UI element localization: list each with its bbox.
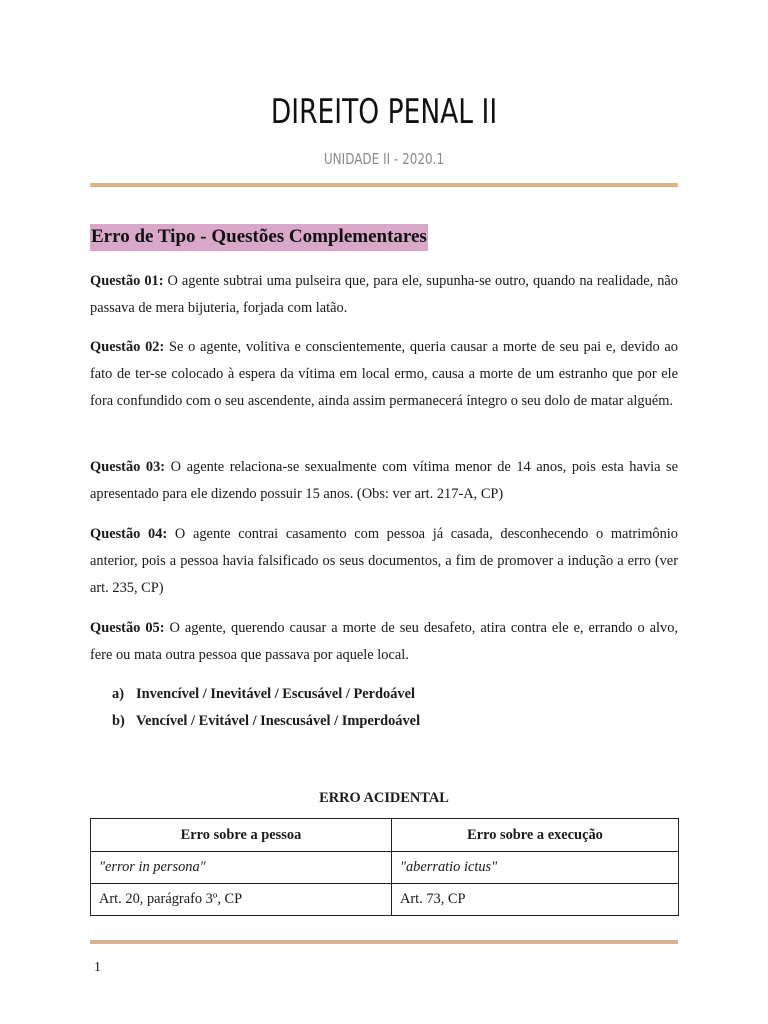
option-text: Invencível / Inevitável / Escusável / Perdoável bbox=[136, 686, 415, 702]
table-cell: Art. 73, CP bbox=[391, 884, 678, 916]
question-2 bbox=[90, 334, 678, 415]
page-number: 1 bbox=[94, 960, 101, 975]
page-subtitle: UNIDADE II - 2020.1 bbox=[323, 150, 445, 168]
question-text: O agente, querendo causar a morte de seu desafeto, atira contra ele e, errando o alvo, fere ou mata outra pessoa que passava por aquele local. bbox=[90, 620, 678, 663]
question-label: Questão 05: bbox=[90, 620, 165, 636]
option-b bbox=[112, 708, 420, 735]
question-4 bbox=[90, 521, 678, 602]
table-row bbox=[91, 884, 679, 916]
page-title: DIREITO PENAL II bbox=[270, 92, 498, 132]
table-cell: Art. 20, parágrafo 3º, CP bbox=[91, 884, 392, 916]
question-text: O agente relaciona-se sexualmente com vítima menor de 14 anos, pois esta havia se apresentado para ele dizendo possuir 15 anos. (Obs: ver art. 217-A, CP) bbox=[90, 459, 678, 502]
question-3 bbox=[90, 454, 678, 508]
option-marker: b) bbox=[112, 713, 125, 729]
bottom-divider bbox=[90, 940, 678, 944]
erro-acidental-table bbox=[90, 818, 679, 916]
option-a bbox=[112, 681, 420, 708]
option-marker: a) bbox=[112, 686, 124, 702]
option-text: Vencível / Evitável / Inescusável / Imperdoável bbox=[136, 713, 421, 729]
question-text: Se o agente, volitiva e conscientemente, queria causar a morte de seu pai e, devido ao fato de ter-se colocado à espera da vítima em local ermo, causa a morte de um estranho que por ele fora confundido com o seu ascendente, ainda assim permanecerá íntegro o seu dolo de matar alguém. bbox=[90, 339, 678, 409]
table-cell: "aberratio ictus" bbox=[391, 852, 678, 884]
table-title: ERRO ACIDENTAL bbox=[319, 790, 449, 806]
question-text: O agente contrai casamento com pessoa já casada, desconhecendo o matrimônio anterior, pois a pessoa havia falsificado os seus documentos, a fim de promover a indução a erro (ver art. 235, CP) bbox=[90, 526, 678, 596]
table-header-cell: Erro sobre a pessoa bbox=[91, 819, 392, 852]
question-label: Questão 04: bbox=[90, 526, 168, 542]
table-header-cell: Erro sobre a execução bbox=[391, 819, 678, 852]
question-label: Questão 02: bbox=[90, 339, 165, 355]
table-row bbox=[91, 852, 679, 884]
question-1 bbox=[90, 268, 678, 322]
question-label: Questão 01: bbox=[90, 273, 164, 289]
table-cell: "error in persona" bbox=[91, 852, 392, 884]
question-label: Questão 03: bbox=[90, 459, 166, 475]
question-5 bbox=[90, 615, 678, 669]
top-divider bbox=[90, 183, 678, 187]
question-text: O agente subtrai uma pulseira que, para ele, supunha-se outro, quando na realidade, não passava de mera bijuteria, forjada com latão. bbox=[90, 273, 678, 316]
section-heading: Erro de Tipo - Questões Complementares bbox=[90, 224, 428, 251]
table-header-row bbox=[91, 819, 679, 852]
answer-options bbox=[112, 681, 420, 735]
